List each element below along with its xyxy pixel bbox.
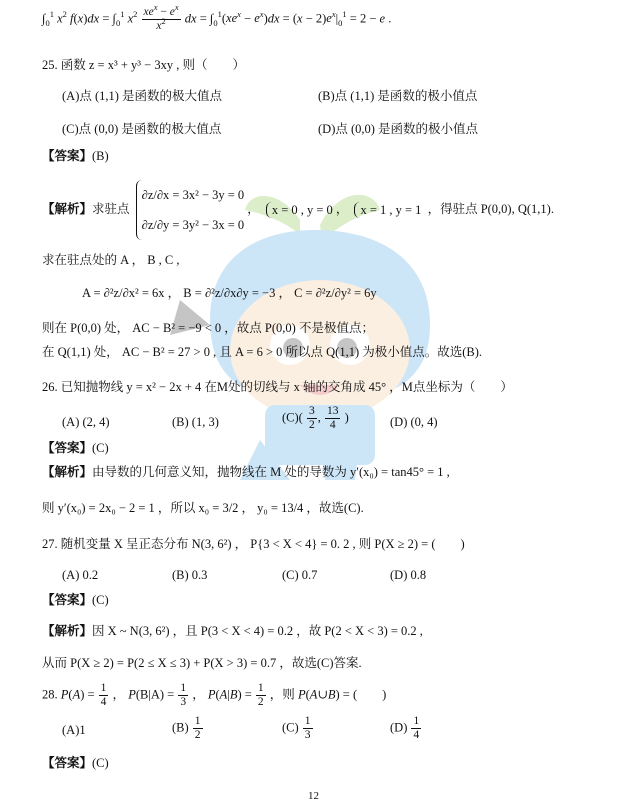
q25-option-d[interactable]: (D)点 (0,0) 是函数的极小值点 — [318, 122, 479, 136]
q26-answer: 【答案】(C) — [42, 441, 109, 455]
q27-stem: 27. 随机变量 X 呈正态分布 N(3, 6²) ， P{3 < X < 4} = 0. 2 , 则 P(X ≥ 2) = ( ) — [42, 537, 465, 551]
q27-option-a[interactable]: (A) 0.2 — [62, 568, 99, 582]
q27-option-b[interactable]: (B) 0.3 — [172, 568, 208, 582]
q28-stem: 28. P(A) = $\frac{1}{4}$ ， P(B|A) = $\frac{1}{3}$ ， P(A|B) = $\frac{1}{2}$ ，则 P(A∪B) = ( ) — [42, 682, 387, 708]
q26-analysis-1: 【解析】由导数的几何意义知，抛物线在 M 处的导数为 y′(x₀) = tan45° = 1 , — [42, 465, 450, 479]
q26-stem: 26. 已知抛物线 y = x² − 2x + 4 在M处的切线与 x 轴的交角成 45° ，M点坐标为（ ） — [42, 380, 513, 394]
page-number: 12 — [308, 790, 319, 802]
q26-option-b[interactable]: (B) (1, 3) — [172, 415, 219, 429]
q28-option-d[interactable]: (D) $\frac{1}{4}$ — [390, 715, 420, 741]
q26-option-c[interactable]: (C)( $\frac{3}{2}$ , $\frac{13}{4}$ ) — [282, 405, 349, 431]
q26-option-a[interactable]: (A) (2, 4) — [62, 415, 110, 429]
q25-option-b[interactable]: (B)点 (1,1) 是函数的极小值点 — [318, 89, 478, 103]
q27-option-d[interactable]: (D) 0.8 — [390, 568, 427, 582]
q25-line-abc-intro: 求在驻点处的 A ， B , C , — [42, 253, 180, 267]
q27-answer: 【答案】(C) — [42, 593, 109, 607]
q28-option-a[interactable]: (A)1 — [62, 723, 86, 737]
q27-option-c[interactable]: (C) 0.7 — [282, 568, 318, 582]
q25-option-a[interactable]: (A)点 (1,1) 是函数的极大值点 — [62, 89, 223, 103]
q25-option-c[interactable]: (C)点 (0,0) 是函数的极大值点 — [62, 122, 222, 136]
q25-answer: 【答案】(B) — [42, 149, 109, 163]
q28-option-c[interactable]: (C) $\frac{1}{3}$ — [282, 715, 311, 741]
q25-stem: 25. 函数 z = x³ + y³ − 3xy , 则（ ） — [42, 58, 245, 72]
q28-option-b[interactable]: (B) $\frac{1}{2}$ — [172, 715, 201, 741]
top-formula: $\int_0^1$ $x^2$ $f(x)dx = \int_0^1$ $x^2$ $\frac{xe^x - e^x}{x^2}$ dx = $\int_0^1(xe^x - e^x)dx = (x - 2)e^x|_0^1 = 2 - e$ . — [42, 2, 392, 32]
q26-analysis-2: 则 y′(x₀) = 2x₀ − 2 = 1 ，所以 x₀ = 3/2 ， y₀ = 13/4 ，故选(C). — [42, 501, 364, 515]
q25-abc-formulas: A = ∂²z/∂x² = 6x ， B = ∂²z/∂x∂y = −3 ， C = ∂²z/∂y² = 6y — [82, 286, 377, 300]
q25-line-q: 在 Q(1,1) 处， AC − B² = 27 > 0 , 且 A = 6 > 0 所以点 Q(1,1) 为极小值点。故选(B). — [42, 345, 483, 359]
q27-analysis-1: 【解析】因 X ~ N(3, 6²) ，且 P(3 < X < 4) = 0.2 ，故 P(2 < X < 3) = 0.2 , — [42, 624, 423, 638]
q27-analysis-2: 从而 P(X ≥ 2) = P(2 ≤ X ≤ 3) + P(X > 3) = 0.7 ，故选(C)答案. — [42, 656, 362, 670]
q25-line-p: 则在 P(0,0) 处， AC − B² = −9 < 0 ，故点 P(0,0) 不是极值点； — [42, 321, 374, 335]
q28-answer: 【答案】(C) — [42, 756, 109, 770]
q26-option-d[interactable]: (D) (0, 4) — [390, 415, 438, 429]
q25-analysis-stationary: 【解析】求驻点 ∂z/∂x = 3x² − 3y = 0 ∂z/∂y = 3y² − 3x = 0 ， x = 0 , y = 0 ， x = 1 , y = 1 ，得驻点 P(0,0), Q(1,1). — [42, 180, 554, 240]
